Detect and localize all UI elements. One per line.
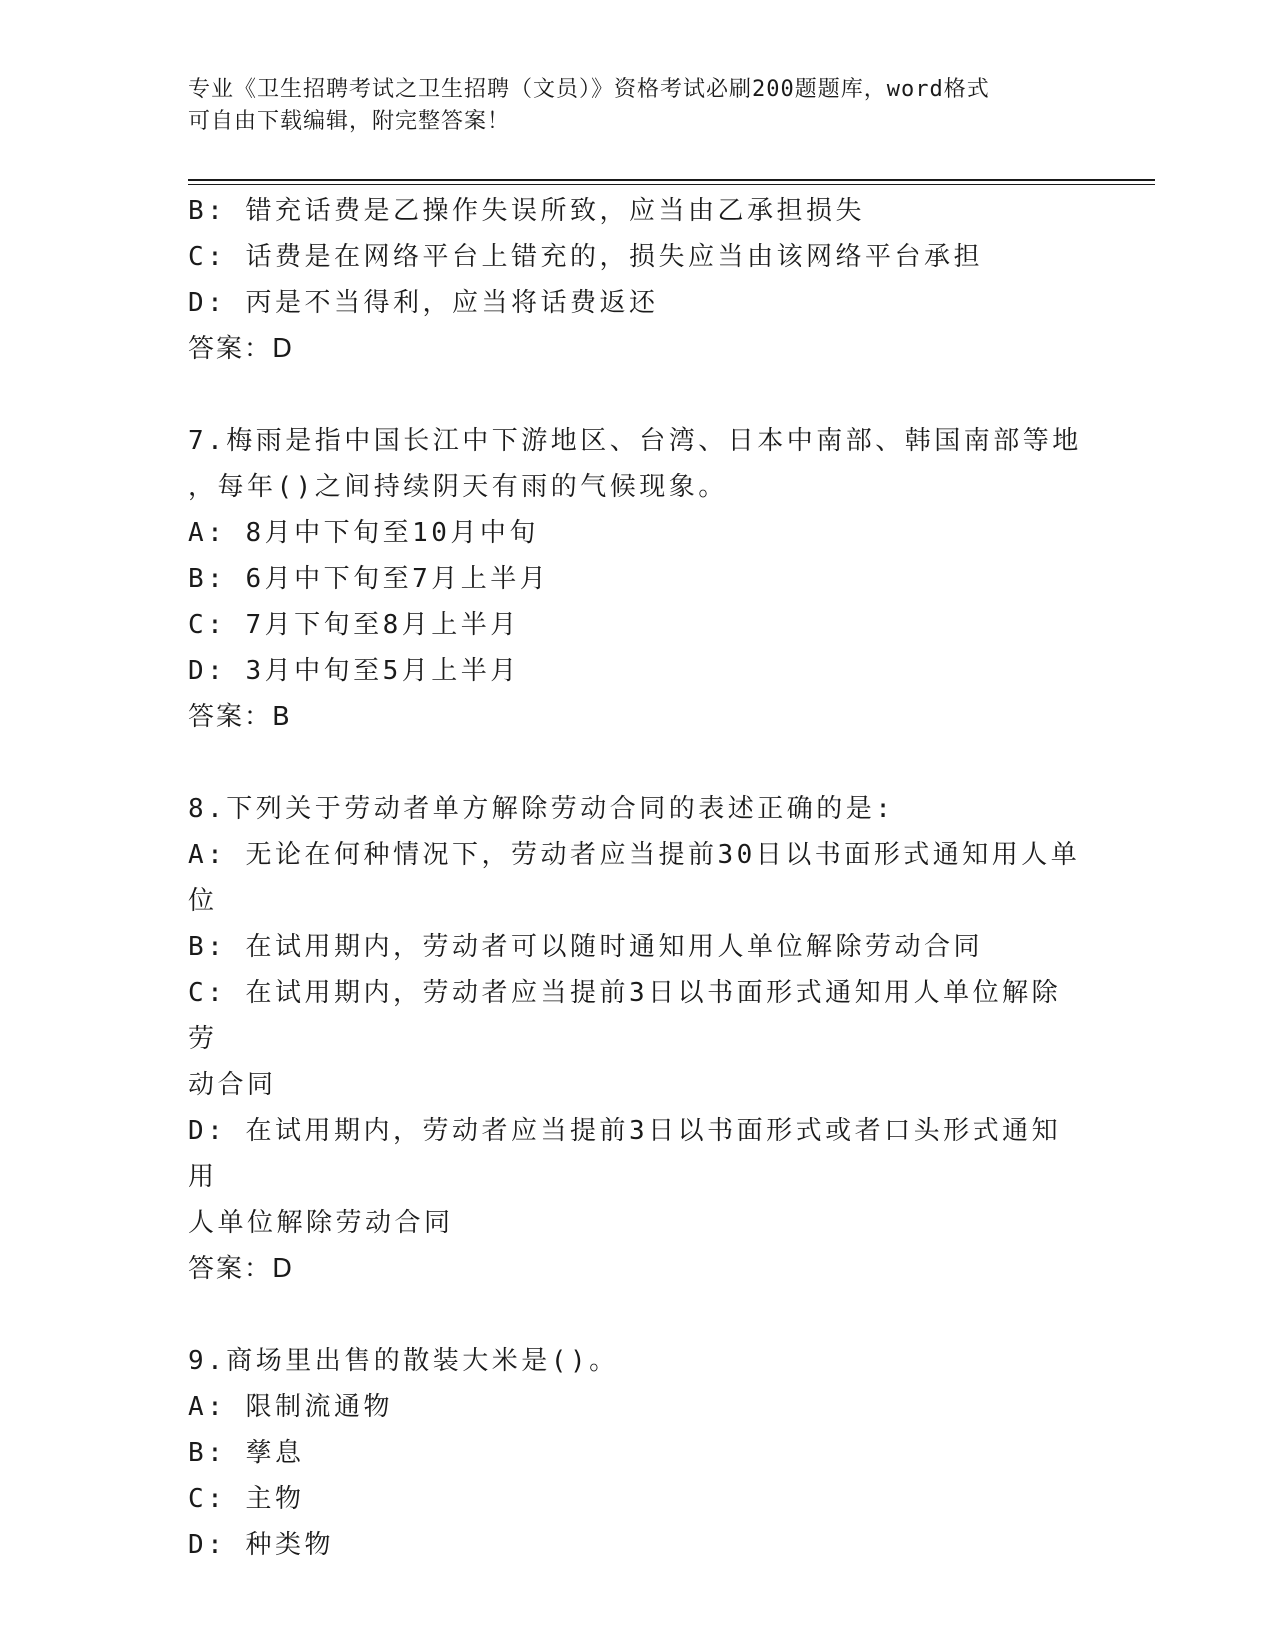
question-7-stem-line-2: ，每年()之间持续阴天有雨的气候现象。 (188, 472, 728, 502)
header-divider-thin (188, 184, 1155, 185)
question-8-option-a-line-2: 位 (188, 886, 218, 916)
question-8-block (188, 786, 1088, 1292)
document-header (188, 74, 1088, 138)
header-title-line-1: 专业《卫生招聘考试之卫生招聘（文员）》资格考试必刷200题题库，word格式 (188, 77, 990, 102)
question-7-option-b: B: 6月中下旬至7月上半月 (188, 564, 550, 594)
question-9-option-b: B: 孳息 (188, 1438, 305, 1468)
question-7-option-a: A: 8月中下旬至10月中旬 (188, 518, 539, 548)
question-8-option-b: B: 在试用期内，劳动者可以随时通知用人单位解除劳动合同 (188, 932, 983, 962)
question-6-option-d: D: 丙是不当得利，应当将话费返还 (188, 288, 659, 318)
header-divider-thick (188, 179, 1155, 181)
spacer (188, 740, 1088, 786)
spacer (188, 372, 1088, 418)
question-7-option-c: C: 7月下旬至8月上半月 (188, 610, 520, 640)
question-6-option-b: B: 错充话费是乙操作失误所致，应当由乙承担损失 (188, 196, 865, 226)
question-9-stem: 9.商场里出售的散装大米是()。 (188, 1346, 619, 1376)
question-9-option-c: C: 主物 (188, 1484, 305, 1514)
question-7-stem-line-1: 7.梅雨是指中国长江中下游地区、台湾、日本中南部、韩国南部等地 (188, 426, 1082, 456)
question-9-block (188, 1338, 1088, 1568)
question-9-option-a: A: 限制流通物 (188, 1392, 393, 1422)
question-8-option-c-line-2: 动合同 (188, 1070, 277, 1100)
question-7-block (188, 418, 1088, 740)
question-8-option-d-line-2: 人单位解除劳动合同 (188, 1208, 454, 1238)
question-8-answer: 答案：D (188, 1254, 295, 1284)
question-6-option-c: C: 话费是在网络平台上错充的，损失应当由该网络平台承担 (188, 242, 983, 272)
question-8-option-a-line-1: A: 无论在何种情况下，劳动者应当提前30日以书面形式通知用人单 (188, 840, 1081, 870)
header-title-line-2: 可自由下载编辑，附完整答案！ (188, 109, 511, 134)
question-8-stem: 8.下列关于劳动者单方解除劳动合同的表述正确的是: (188, 794, 895, 824)
question-6-block (188, 188, 1088, 372)
question-8-option-c-line-1: C: 在试用期内，劳动者应当提前3日以书面形式通知用人单位解除劳 (188, 978, 1062, 1054)
question-6-answer: 答案：D (188, 334, 295, 364)
question-content (188, 188, 1088, 1568)
question-7-option-d: D: 3月中旬至5月上半月 (188, 656, 520, 686)
question-7-answer: 答案：B (188, 702, 292, 732)
spacer (188, 1292, 1088, 1338)
question-8-option-d-line-1: D: 在试用期内，劳动者应当提前3日以书面形式或者口头形式通知用 (188, 1116, 1062, 1192)
question-9-option-d: D: 种类物 (188, 1530, 334, 1560)
